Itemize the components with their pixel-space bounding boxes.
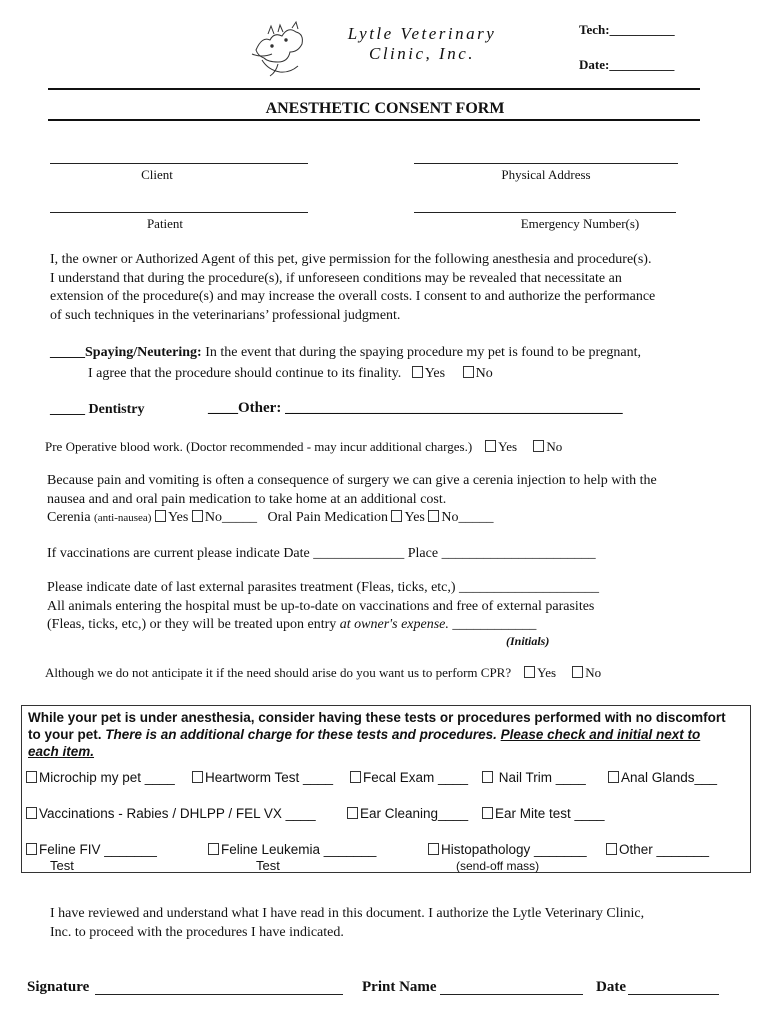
parasites-line1[interactable]: Please indicate date of last external parasites treatment (Fleas, ticks, etc,) ____________________ (47, 580, 600, 595)
bloodwork-text: Pre Operative blood work. (Doctor recommended - may incur additional charges.) (45, 439, 473, 454)
test-label: Microchip my pet ____ (39, 770, 175, 785)
consent-line: I, the owner or Authorized Agent of this pet, give permission for the following anesthesia and procedure(s). (50, 252, 652, 267)
header-rule-bottom (48, 119, 700, 121)
patient-field-line[interactable] (50, 212, 308, 213)
sign-date-label: Date (596, 979, 626, 995)
other-label: ____Other: (208, 400, 286, 416)
spaying-blank[interactable]: _____ (50, 345, 85, 360)
test-heartworm[interactable] (192, 770, 333, 785)
test-vaccinations[interactable] (26, 806, 316, 821)
oral-no-label: No_____ (441, 510, 494, 525)
signature-line[interactable] (95, 994, 343, 995)
checkbox[interactable] (606, 843, 617, 855)
clinic-name (322, 24, 522, 64)
test-ear-cleaning[interactable] (347, 806, 468, 821)
cpr-yes-label: Yes (537, 665, 557, 680)
test-label: Ear Cleaning____ (360, 806, 469, 821)
spaying-yes-checkbox[interactable] (412, 366, 423, 378)
initials-label: (Initials) (506, 634, 550, 648)
test-other[interactable] (606, 842, 709, 857)
cerenia-paragraph (47, 472, 747, 528)
emergency-label: Emergency Number(s) (520, 216, 640, 231)
test-label: Fecal Exam ____ (363, 770, 469, 785)
signature-label: Signature (27, 979, 90, 995)
print-name-label: Print Name (362, 979, 437, 995)
client-field-line[interactable] (50, 163, 308, 164)
tests-instruction: Please check and initial next to each item. (28, 727, 701, 759)
tech-field[interactable]: Tech:__________ (579, 22, 675, 37)
parasites-line3a: (Fleas, ticks, etc,) or they will be treated upon entry (47, 617, 340, 632)
clinic-name-line1: Lytle Veterinary (347, 24, 497, 43)
cerenia-label: Cerenia (47, 510, 91, 525)
authorization-line1: I have reviewed and understand what I have read in this document. I authorize the Lytle Veterinary Clinic, (50, 906, 645, 921)
test-label: Feline Leukemia _______ (221, 842, 377, 857)
tests-charge-text: There is an additional charge for these tests and procedures. (105, 727, 497, 742)
cpr-no-label: No (585, 665, 602, 680)
emergency-field-line[interactable] (414, 212, 676, 213)
test-feline-fiv-sub: Test (50, 858, 74, 873)
oral-yes-checkbox[interactable] (391, 510, 402, 522)
spaying-heading: Spaying/Neutering: (85, 345, 202, 360)
test-histopathology-sub: (send-off mass) (456, 859, 540, 873)
form-title: ANESTHETIC CONSENT FORM (265, 100, 505, 117)
test-label: Other _______ (619, 842, 710, 857)
spaying-section (50, 344, 750, 363)
parasites-line2: All animals entering the hospital must be up-to-date on vaccinations and free of external parasites (47, 598, 595, 614)
spaying-pregnant-line (88, 365, 493, 384)
cerenia-yes-checkbox[interactable] (155, 510, 166, 522)
consent-line: of such techniques in the veterinarians’ professional judgment. (50, 307, 401, 323)
test-fecal[interactable] (350, 770, 468, 785)
checkbox[interactable] (26, 807, 37, 819)
test-label: Nail Trim ____ (495, 770, 586, 785)
spaying-no-label: No (475, 366, 493, 381)
tests-intro-text: While your pet is under anesthesia, consider having these tests or procedures performed with no discomfort to your pet. (28, 710, 726, 742)
test-nail-trim[interactable] (482, 770, 586, 785)
cpr-no-checkbox[interactable] (572, 666, 583, 678)
authorization-line2: Inc. to proceed with the procedures I have indicated. (50, 924, 344, 940)
other-field[interactable] (208, 400, 623, 417)
cerenia-no-checkbox[interactable] (192, 510, 203, 522)
test-label: Vaccinations - Rabies / DHLPP / FEL VX ____ (39, 806, 316, 821)
tests-intro (28, 709, 728, 760)
consent-line: extension of the procedure(s) and may increase the overall costs. I consent to and authorize the performance (50, 289, 656, 304)
spaying-text2: I agree that the procedure should continue to its finality. (88, 366, 402, 381)
cpr-text: Although we do not anticipate it if the need should arise do you want us to perform CPR? (45, 665, 512, 680)
sign-date-line[interactable] (628, 994, 719, 995)
dentistry-field[interactable]: _____ Dentistry (50, 402, 145, 417)
bloodwork-yes-label: Yes (498, 439, 518, 454)
cerenia-options (47, 509, 747, 528)
bloodwork-no-label: No (546, 439, 563, 454)
vaccinations-field[interactable]: If vaccinations are current please indicate Date _____________ Place ______________________ (47, 546, 596, 561)
address-field-line[interactable] (414, 163, 678, 164)
optional-tests-box (21, 705, 751, 873)
test-feline-fiv[interactable] (26, 842, 157, 857)
spaying-text: In the event that during the spaying procedure my pet is found to be pregnant, (201, 345, 642, 360)
address-label: Physical Address (501, 167, 591, 182)
test-anal-glands[interactable] (608, 770, 717, 785)
clinic-name-line2: Clinic, Inc. (368, 44, 475, 63)
other-line[interactable]: _____________________________________________ (285, 400, 623, 416)
test-label: Anal Glands___ (621, 770, 718, 785)
consent-paragraph (50, 251, 750, 325)
bloodwork-yes-checkbox[interactable] (485, 440, 496, 452)
cerenia-no-label: No_____ (204, 510, 257, 525)
bloodwork-no-checkbox[interactable] (533, 440, 544, 452)
cerenia-line2: nausea and and oral pain medication to take home at an additional cost. (47, 491, 447, 507)
authorization-paragraph (50, 905, 750, 942)
test-feline-leukemia-sub: Test (256, 858, 280, 873)
test-histopathology[interactable] (428, 842, 587, 857)
cpr-yes-checkbox[interactable] (524, 666, 535, 678)
spaying-no-checkbox[interactable] (463, 366, 474, 378)
cpr-row (45, 665, 601, 681)
oral-no-checkbox[interactable] (428, 510, 439, 522)
header-rule-top (48, 88, 700, 90)
checkbox[interactable] (208, 843, 219, 855)
checkbox[interactable] (347, 807, 358, 819)
test-feline-leukemia[interactable] (208, 842, 376, 857)
date-field[interactable]: Date:__________ (579, 57, 675, 72)
test-label: Histopathology _______ (441, 842, 587, 857)
initials-line[interactable]: ____________ (448, 617, 537, 632)
test-microchip[interactable] (26, 770, 175, 785)
test-ear-mite[interactable] (482, 806, 605, 821)
checkbox[interactable] (608, 771, 619, 783)
consent-line: I understand that during the procedure(s), if unforeseen conditions may be revealed that necessitate an (50, 270, 622, 286)
oral-pain-label: Oral Pain Medication (267, 510, 388, 525)
anti-nausea-label: (anti-nausea) (94, 512, 152, 524)
checkbox[interactable] (350, 771, 361, 783)
owners-expense: at owner's expense. (339, 617, 449, 632)
print-name-line[interactable] (440, 994, 583, 995)
client-label: Client (141, 167, 173, 182)
test-label: Feline FIV _______ (39, 842, 157, 857)
patient-label: Patient (146, 216, 184, 231)
checkbox[interactable] (482, 807, 493, 819)
cerenia-yes-label: Yes (167, 510, 189, 525)
parasites-section (47, 579, 747, 635)
test-label: Heartworm Test ____ (205, 770, 334, 785)
checkbox[interactable] (428, 843, 439, 855)
parasites-line3 (47, 616, 747, 635)
checkbox[interactable] (192, 771, 203, 783)
oral-yes-label: Yes (404, 510, 425, 525)
cerenia-line1: Because pain and vomiting is often a consequence of surgery we can give a cerenia injection to help with the (47, 473, 657, 488)
test-label: Ear Mite test ____ (495, 806, 605, 821)
animals-logo-icon (248, 20, 310, 78)
checkbox[interactable] (26, 843, 37, 855)
checkbox[interactable] (482, 771, 493, 783)
bloodwork-row (45, 439, 562, 455)
checkbox[interactable] (26, 771, 37, 783)
spaying-yes-label: Yes (424, 366, 446, 381)
